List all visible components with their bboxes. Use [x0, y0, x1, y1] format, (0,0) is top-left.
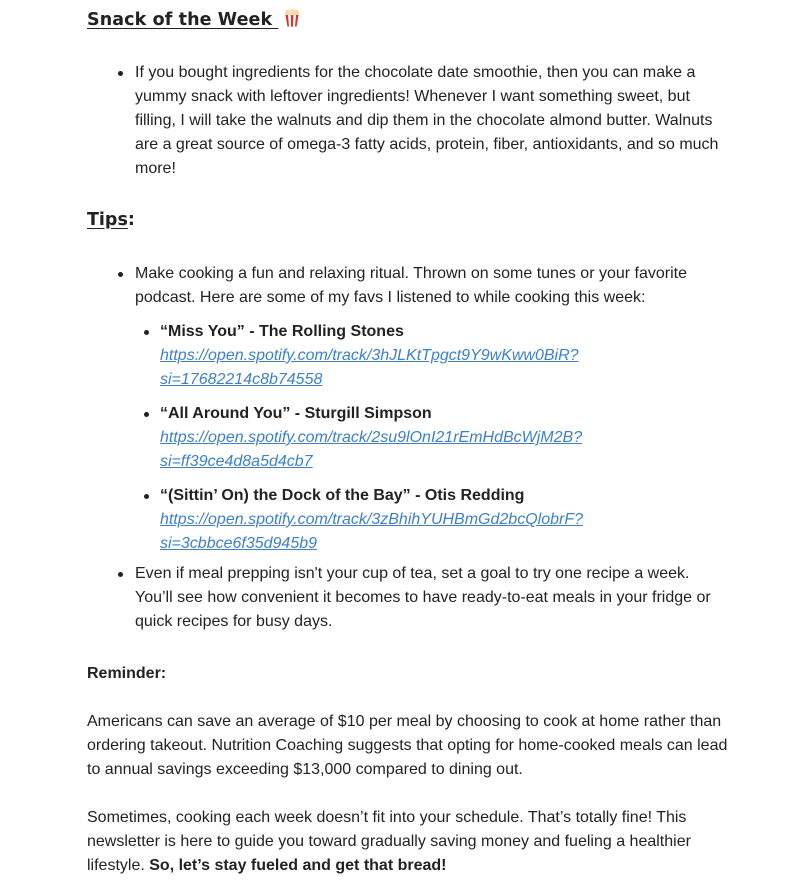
- song-link-line: https://open.spotify.com/track/3zBhihYUHBmGd2bcQlobrF?: [160, 511, 583, 528]
- list-item: [0, 262, 725, 556]
- song-link[interactable]: [160, 344, 600, 392]
- song-title: “Miss You” - The Rolling Stones: [160, 323, 404, 340]
- tips-heading-text: Tips: [87, 210, 128, 230]
- tips-list: [0, 262, 725, 634]
- song-item: [135, 402, 725, 474]
- bullet-icon: [144, 494, 149, 499]
- reminder-label: Reminder:: [87, 665, 167, 682]
- song-list: [135, 320, 725, 556]
- bullet-icon: [118, 71, 123, 76]
- closing-slogan: So, let’s stay fueled and get that bread!: [149, 857, 447, 874]
- song-link-line: https://open.spotify.com/track/2su9lOnI21rEmHdBcWjM2B?: [160, 429, 583, 446]
- bullet-icon: [144, 330, 149, 335]
- list-item: [0, 61, 725, 181]
- tips-heading-colon: :: [127, 210, 135, 230]
- song-link-line: si=3cbbce6f35d945b9: [160, 535, 318, 552]
- bullet-icon: [118, 572, 123, 577]
- bullet-icon: [118, 272, 123, 277]
- closing-text: Sometimes, cooking each week doesn’t fit into your schedule. That’s totally fine! This newsletter is here to guide you toward gradually saving money and fueling a healthier lifestyle.: [87, 809, 691, 874]
- popcorn-icon: [284, 9, 300, 27]
- song-link-line: si=ff39ce4d8a5d4cb7: [160, 453, 313, 470]
- reminder-closing-paragraph: [87, 806, 737, 878]
- snack-heading-text: Snack of the Week: [87, 10, 279, 30]
- song-link[interactable]: [160, 508, 600, 556]
- snack-list: [0, 61, 725, 181]
- song-link-line: https://open.spotify.com/track/3hJLKtTpgct9Y9wKww0BiR?: [160, 347, 579, 364]
- song-item: [135, 484, 725, 556]
- meal-prep-tip: Even if meal prepping isn't your cup of tea, set a goal to try one recipe a week. You’ll see how convenient it becomes to have ready-to-eat meals in your fridge or quick recipes for busy days.: [135, 565, 711, 630]
- reminder-savings-paragraph: Americans can save an average of $10 per meal by choosing to cook at home rather than ordering takeout. Nutrition Coaching suggests that opting for home-cooked meals can lead to annual savings exceeding $13,000 compared to dining out.: [87, 713, 728, 778]
- tips-heading: [87, 210, 135, 230]
- song-title: “(Sittin’ On) the Dock of the Bay” - Otis Redding: [160, 487, 525, 504]
- song-link[interactable]: [160, 426, 600, 474]
- snack-description: If you bought ingredients for the chocolate date smoothie, then you can make a yummy snack with leftover ingredients! Whenever I want something sweet, but filling, I will take the walnuts and dip them in the chocolate almond butter. Walnuts are a great source of omega-3 fatty acids, protein, fiber, antioxidants, and so much more!: [135, 64, 719, 177]
- list-item: [0, 562, 725, 634]
- bullet-icon: [144, 412, 149, 417]
- snack-heading: [87, 9, 300, 30]
- song-title: “All Around You” - Sturgill Simpson: [160, 405, 432, 422]
- song-item: [135, 320, 725, 392]
- song-link-line: si=17682214c8b74558: [160, 371, 323, 388]
- tips-intro: Make cooking a fun and relaxing ritual. Thrown on some tunes or your favorite podcast. Here are some of my favs I listened to while cooking this week:: [135, 265, 687, 306]
